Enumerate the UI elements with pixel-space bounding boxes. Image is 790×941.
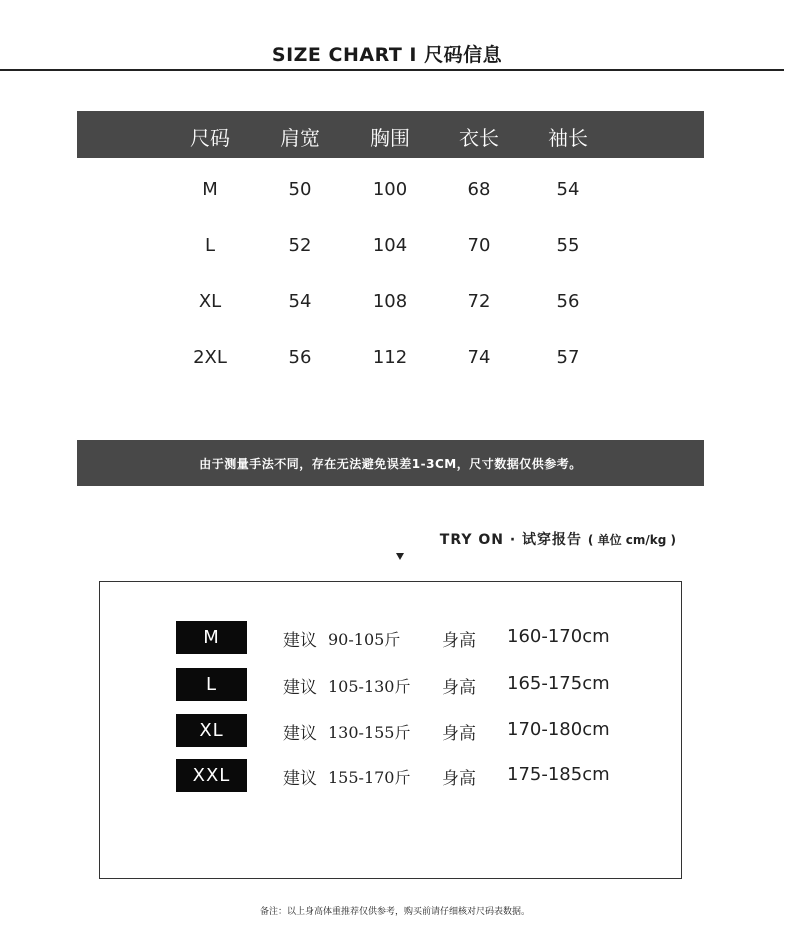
size-badge: M [176,621,247,654]
cell-length: 68 [467,179,491,200]
recommend-label: 建议 [283,678,317,698]
header-length: 衣长 [459,126,499,150]
measurement-note-bar: 由于测量手法不同，存在无法避免误差1-3CM，尺寸数据仅供参考。 [77,440,704,486]
recommend-label: 建议 [283,631,317,651]
tryon-unit-note: ( 单位 cm/kg ) [587,533,676,547]
height-range: 160-170cm [507,626,610,647]
cell-sleeve: 54 [556,179,580,200]
cell-shoulder: 56 [288,347,312,368]
cell-chest: 100 [372,179,408,200]
header-shoulder: 肩宽 [280,126,320,150]
tryon-heading [0,529,676,549]
height-range: 175-185cm [507,764,610,785]
cell-length: 74 [467,347,491,368]
cell-sleeve: 56 [556,291,580,312]
cell-shoulder: 50 [288,179,312,200]
height-label: 身高 [442,769,476,789]
down-arrow-icon [396,553,404,560]
tryon-box [99,581,682,879]
tryon-row [100,759,681,795]
weight-range: 90-105斤 [328,630,401,649]
cell-shoulder: 54 [288,291,312,312]
cell-size: M [202,179,218,200]
cell-sleeve: 55 [556,235,580,256]
cell-length: 72 [467,291,491,312]
cell-length: 70 [467,235,491,256]
size-table [77,111,704,385]
height-label: 身高 [442,724,476,744]
tryon-row [100,668,681,704]
recommend-label: 建议 [283,724,317,744]
height-label: 身高 [442,678,476,698]
footer-note: 备注：以上身高体重推荐仅供参考，购买前请仔细核对尺码表数据。 [259,907,530,917]
cell-shoulder: 52 [288,235,312,256]
cell-chest: 108 [372,291,408,312]
header-size: 尺码 [190,126,230,150]
table-row [77,217,704,273]
height-range: 165-175cm [507,673,610,694]
weight-range: 155-170斤 [328,768,411,787]
cell-chest: 104 [372,235,408,256]
cell-size: L [204,235,216,256]
page-title: SIZE CHART Ⅰ 尺码信息 [271,44,503,66]
recommend-label: 建议 [283,769,317,789]
table-row [77,273,704,329]
title-divider [0,69,784,71]
table-row [77,329,704,385]
tryon-row [100,714,681,750]
height-label: 身高 [442,631,476,651]
cell-sleeve: 57 [556,347,580,368]
height-range: 170-180cm [507,719,610,740]
tryon-row [100,621,681,657]
header-chest: 胸围 [370,126,410,150]
table-row [77,161,704,217]
cell-size: 2XL [193,347,227,368]
size-table-header [77,111,704,158]
tryon-heading-text: TRY ON · 试穿报告 [439,532,583,548]
size-badge: XXL [176,759,247,792]
size-badge: XL [176,714,247,747]
size-badge: L [176,668,247,701]
weight-range: 130-155斤 [328,723,411,742]
header-sleeve: 袖长 [548,126,588,150]
weight-range: 105-130斤 [328,677,411,696]
cell-size: XL [198,291,222,312]
cell-chest: 112 [372,347,408,368]
